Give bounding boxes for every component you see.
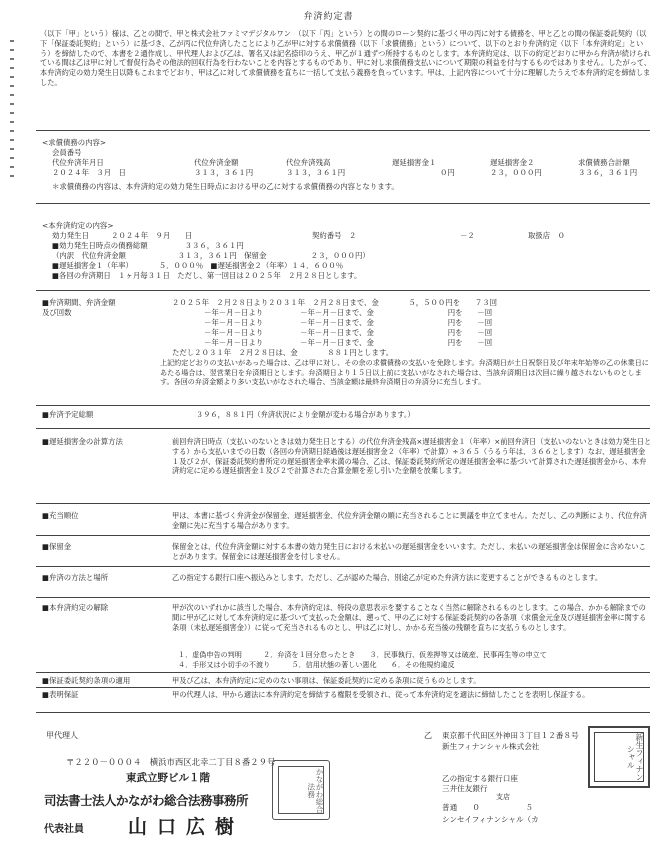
divider — [36, 503, 650, 504]
agent-building: 東武立野ビル１階 — [126, 772, 210, 784]
representation-warranty: 甲の代理人は、甲から適法に本弁済約定を締結する権限を受領され、従って本弁済約定を適法に締結したことを表明し保証する。 — [172, 690, 590, 699]
cancellation-item: １．虚偽申告の判明 ２．弁済を１回分怠ったとき ３．民事執行、仮差押等又は破産、民事再生等の申立て — [178, 650, 547, 659]
claim-header: 遅延損害金２ — [490, 158, 535, 167]
section-label: ■弁済の方法と場所 — [42, 573, 109, 582]
divider — [36, 535, 650, 536]
claim-value: ３１３，３６１円 — [286, 168, 346, 177]
final-payment: ただし２０３１年 ２月２８日は、金 ８８１円とします。 — [172, 348, 394, 357]
appropriation-order: 甲は、本書に基づく弁済金が保留金、遅延損害金、代位弁済金額の順に充当されることに異議を申立てません。ただし、乙の判断により、代位弁済金額に先に充当する場合があります。 — [172, 511, 647, 530]
agent-address: 〒２２０－０００４ 横浜市西区北幸二丁目８番２９号 — [66, 757, 276, 767]
late-fee-rates: ■遅延損害金１（年率） ５．０００％ ■遅延損害金２（年率）１４．６００％ — [52, 261, 344, 270]
divider — [36, 712, 650, 713]
divider — [36, 566, 650, 567]
bank-account: 普通 ０ ５ — [442, 803, 534, 812]
binder-marks — [10, 40, 16, 820]
claim-heading: <求償債務の内容> — [42, 138, 107, 147]
divider — [36, 672, 650, 673]
section-label: ■保証委託契約条項の適用 — [42, 676, 131, 685]
installment-row: ２０２５年 ２月２８日より２０３１年 ２月２８日まで、金 ５，５００円を ７３回 — [172, 298, 498, 307]
contract-number-suffix: －２ — [460, 231, 475, 240]
claim-value: ２３，０００円 — [490, 168, 542, 177]
agent-office-name: 司法書士法人かながわ総合法務事務所 — [44, 793, 249, 808]
claim-header: 求償債務合計額 — [578, 158, 630, 167]
payment-dates: ■各回の弁済期日 １ヶ月毎３１日 ただし、第一回目は２０２５年 ２月２８日とします。 — [52, 271, 362, 280]
section-label: ■遅延損害金の計算方法 — [42, 437, 123, 446]
creditor-address: 東京都千代田区外神田３丁目１２番８号 — [442, 731, 579, 740]
bank-name: 三井住友銀行 — [442, 784, 488, 793]
intro-paragraph: （以下「甲」という）様は、乙との間で、甲と株式会社ファミマデジタルワン （以下「丙」という）との間のローン契約に基づく甲の丙に対する債務を、甲と乙との間の保証委託契約（以下「保証委託契約」という）に基づき、乙が丙に代位弁済したことにより乙が甲に対する求償債務（以下「求償債務」という）について、以下のとおり弁済約定（以下「本弁済約定」という）を締結したので、本書を２通作成し、甲代理人および乙は、署名又は記名捺印のうえ、甲乙が１通ずつ所持するものとします。本弁済約定は、以下の約定どおりに甲から弁済が続けられている間は乙は甲に対して督促行為その他法的回収行為を行わないことを内容とするものであり、甲に対し求償債務支払いについて期限の利益を付与するものではありません。したがって、本弁済約定の効力発生日以降もこれまでどおり、甲は乙に対して求償債務を直ちに一括して支払う義務を負っています。甲は、上記内容について十分に理解したうえで本弁済約定を締結しました。 — [40, 29, 652, 87]
contract-number: 契約番号 ２ — [312, 231, 357, 240]
bank-label: 乙の指定する銀行口座 — [442, 774, 518, 783]
installment-row: －年－月－日より －年－月－日まで、金 円を －回 — [204, 328, 493, 337]
claim-note: ＊求償債務の内容は、本弁済約定の効力発生日時点における甲の乙に対する求償債務の内容となります。 — [52, 182, 399, 191]
debt-breakdown: （内訳 代位弁済金額 ３１３，３６１円 保留金 ２３，０００円） — [52, 251, 370, 260]
claim-value: ３１３，３６１円 — [194, 168, 254, 177]
total-debt: ■効力発生日時点の債務総額 ３３６，３６１円 — [52, 241, 244, 250]
agent-seal-stamp: かながわ総合法務 — [272, 760, 330, 820]
claim-header: 遅延損害金１ — [392, 158, 437, 167]
claim-header: 代位弁済残高 — [286, 158, 331, 167]
payment-method: 乙の指定する銀行口座へ振込みとします。ただし、乙が認めた場合、別途乙が定めた弁済方法に変更することができるものとします。 — [172, 573, 603, 582]
section-label: ■充当順位 — [42, 511, 79, 520]
section-label: ■保留金 — [42, 542, 72, 551]
claim-header: 代位弁済年月日 — [52, 158, 104, 167]
document-title: 弁済約定書 — [303, 12, 354, 22]
installment-row: －年－月－日より －年－月－日まで、金 円を －回 — [204, 308, 493, 317]
divider — [36, 203, 650, 204]
creditor-company: 新生フィナンシャル株式会社 — [442, 742, 540, 751]
terms-heading: <本弁済約定の内容> — [42, 221, 114, 230]
agent-rep-name: 山口広樹 — [128, 816, 245, 838]
creditor-seal-stamp: 新生フィナンシャル — [588, 726, 650, 788]
claim-header: 代位弁済金額 — [194, 158, 239, 167]
section-label: ■本弁済約定の解除 — [42, 603, 109, 612]
divider — [36, 290, 650, 291]
member-number-label: 会員番号 — [52, 148, 82, 157]
divider — [36, 130, 650, 131]
cancellation-item: ４．手形又は小切手の不渡り ５．信用状態の著しい悪化 ６．その他規約違反 — [178, 660, 455, 669]
cancellation-terms: 甲が次のいずれかに該当した場合、本弁済約定は、特段の意思表示を要することなく当然に解除されるものとします。この場合、かかる解除までの間に甲が乙に対して本弁済約定に基づいて支払った金額は、遡って、甲の乙に対する保証委託契約の各条項（求償金元金及び遅延損害金率に関する条項（未払遅延損害金））に従って充当されるものとし、甲は乙に対し、かかる充当後の残額を直ちに支払うものとします。 — [172, 603, 647, 632]
reserve-description: 保留金とは、代位弁済金額に対する本書の効力発生日における未払いの遅延損害金をいいます。ただし、未払いの遅延損害金は保留金に含めないことがあります。保留金には遅延損害金を付しません。 — [172, 542, 646, 561]
bank-branch: 支店 — [496, 793, 510, 801]
branch: 取扱店 ０ — [528, 231, 565, 240]
divider — [36, 405, 650, 406]
installment-row: －年－月－日より －年－月－日まで、金 円を －回 — [204, 318, 493, 327]
claim-value: ０円 — [440, 168, 455, 177]
section-label: ■表明保証 — [42, 690, 79, 699]
effective-date: 効力発生日 ２０２４年 ９月 日 — [52, 231, 193, 240]
divider — [36, 428, 650, 429]
creditor-mark: 乙 — [424, 731, 432, 740]
agent-rep-label: 代表社員 — [44, 824, 84, 835]
claim-value: ２０２４年 ３月 日 — [52, 168, 126, 177]
section-label: ■弁済予定総額 — [42, 410, 94, 419]
total-amount: ３９６，８８１円（弁済状況により金額が変わる場合があります。） — [196, 410, 415, 419]
installment-notes: 上記約定どおりの支払いがあった場合は、乙は甲に対し、その余の求償債務の支払いを免除します。弁済期日が土日祝祭日及び年末年始等の乙の休業日にあたる場合は、翌営業日を弁済期日とします。弁済期日より１５日以上前に支払いがなされた場合は、当該弁済期日は次回に繰り越されないものとします。各回の弁済金額より多い支払いがなされた場合、当該金額は最終弁済期日の弁済分に充当します。 — [160, 358, 649, 387]
late-fee-calculation: 前回弁済日時点（支払いのないときは効力発生日とする）の代位弁済金残高×遅延損害金１（年率）×前回弁済日（支払いのないときは効力発生日とする）から支払いまでの日数（各回の弁済期日経過後は遅延損害金２（年率）で計算）÷３６５（うるう年は、３６６とします）なお、遅延損害金１及び２が、保証委託契約書所定の遅延損害金率未満の場合、乙は、保証委託契約所定の遅延損害金率に基づいて計算された遅延損害金から、本弁済約定に定める遅延損害金１及び２で計算された合算金額を差し引いた金額を放棄します。 — [172, 437, 652, 476]
divider — [36, 687, 650, 688]
divider — [36, 597, 650, 598]
agent-label: 甲代理人 — [46, 731, 78, 740]
clause-application: 甲及び乙は、本弁済約定に定めのない事項は、保証委託契約に定める条項に従うものとします。 — [172, 676, 481, 685]
installment-row: －年－月－日より －年－月－日まで、金 円を －回 — [204, 338, 493, 347]
account-holder: シンセイフィナンシャル（カ — [442, 815, 539, 824]
installment-label: ■弁済期間、弁済金額 及び回数 — [42, 298, 116, 317]
claim-value: ３３６，３６１円 — [578, 168, 638, 177]
